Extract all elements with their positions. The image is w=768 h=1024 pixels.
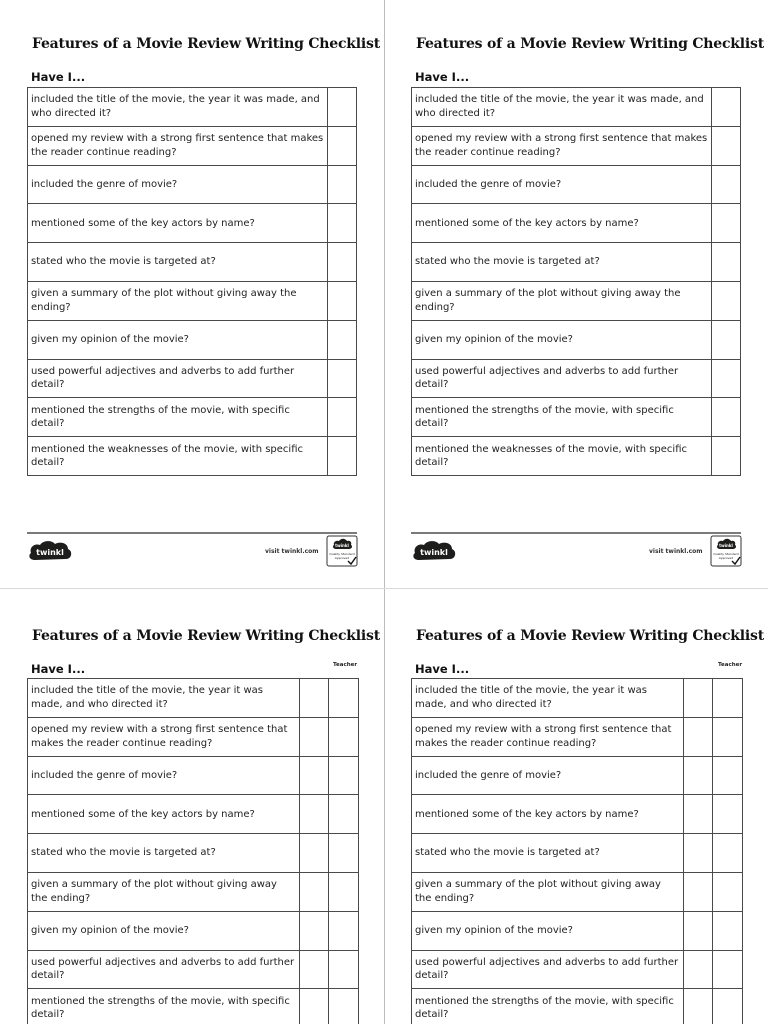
teacher-tick-box[interactable]: [329, 989, 359, 1024]
checklist-item-text: mentioned the strengths of the movie, with specific detail?: [412, 989, 684, 1024]
footer-rule: [411, 532, 741, 534]
tick-box[interactable]: [328, 281, 357, 320]
checklist-row: [412, 437, 741, 476]
tick-box[interactable]: [684, 795, 713, 834]
teacher-column-label: Teacher: [333, 662, 358, 668]
checklist-table: [27, 678, 359, 1024]
checklist-item-text: given my opinion of the movie?: [412, 320, 712, 359]
checklist-row: [28, 126, 357, 165]
checklist-row: [28, 437, 357, 476]
checklist-row: [412, 911, 743, 950]
visit-link[interactable]: visit twinkl.com: [265, 548, 319, 555]
checklist-row: [412, 834, 743, 873]
checklist-row: [412, 872, 743, 911]
checklist-item-text: given my opinion of the movie?: [28, 911, 300, 950]
tick-box[interactable]: [328, 126, 357, 165]
tick-box[interactable]: [684, 872, 713, 911]
checklist-row: [412, 359, 741, 398]
teacher-tick-box[interactable]: [713, 911, 743, 950]
svg-text:twinkl: twinkl: [335, 543, 349, 548]
checklist-item-text: stated who the movie is targeted at?: [412, 834, 684, 873]
checklist-item-text: included the title of the movie, the year it was made, and who directed it?: [28, 88, 328, 127]
tick-box[interactable]: [300, 950, 329, 989]
teacher-tick-box[interactable]: [713, 679, 743, 718]
footer-rule: [27, 532, 357, 534]
checklist-row: [28, 398, 357, 437]
tick-box[interactable]: [300, 834, 329, 873]
checklist-item-text: mentioned the weaknesses of the movie, with specific detail?: [28, 437, 328, 476]
tick-box[interactable]: [328, 243, 357, 282]
tick-box[interactable]: [712, 437, 741, 476]
have-i-heading: Have I...: [31, 70, 86, 84]
checklist-item-text: given a summary of the plot without giving away the ending?: [412, 872, 684, 911]
tick-box[interactable]: [712, 204, 741, 243]
teacher-tick-box[interactable]: [329, 872, 359, 911]
checklist-row: [412, 320, 741, 359]
checklist-row: [412, 88, 741, 127]
tick-box[interactable]: [684, 679, 713, 718]
tick-box[interactable]: [684, 950, 713, 989]
quality-badge: [326, 535, 358, 567]
checklist-item-text: included the title of the movie, the year it was made, and who directed it?: [28, 679, 300, 718]
checklist-row: [412, 165, 741, 204]
tick-box[interactable]: [300, 795, 329, 834]
have-i-heading: Have I...: [31, 662, 86, 676]
logo-text: twinkl: [36, 548, 64, 557]
tick-box[interactable]: [712, 243, 741, 282]
checklist-row: [28, 165, 357, 204]
teacher-tick-box[interactable]: [329, 950, 359, 989]
teacher-column-label: Teacher: [718, 662, 743, 668]
tick-box[interactable]: [684, 756, 713, 795]
checklist-row: [28, 679, 359, 718]
quality-badge: [710, 535, 742, 567]
checklist-table: [411, 678, 743, 1024]
teacher-tick-box[interactable]: [713, 872, 743, 911]
checklist-item-text: mentioned some of the key actors by name?: [412, 204, 712, 243]
checklist-row: [28, 989, 359, 1024]
tick-box[interactable]: [712, 88, 741, 127]
teacher-tick-box[interactable]: [713, 717, 743, 756]
checklist-item-text: mentioned some of the key actors by name?: [28, 795, 300, 834]
tick-box[interactable]: [684, 717, 713, 756]
checklist-row: [28, 359, 357, 398]
tick-box[interactable]: [328, 88, 357, 127]
teacher-tick-box[interactable]: [713, 756, 743, 795]
checklist-item-text: stated who the movie is targeted at?: [28, 243, 328, 282]
checklist-item-text: mentioned the strengths of the movie, with specific detail?: [412, 398, 712, 437]
checklist-row: [28, 717, 359, 756]
checklist-row: [412, 989, 743, 1024]
checklist-item-text: mentioned some of the key actors by name?: [412, 795, 684, 834]
checklist-title: Features of a Movie Review Writing Checklist: [32, 36, 380, 52]
teacher-tick-box[interactable]: [329, 834, 359, 873]
checklist-row: [28, 950, 359, 989]
checklist-item-text: mentioned the strengths of the movie, with specific detail?: [28, 989, 300, 1024]
tick-box[interactable]: [712, 320, 741, 359]
tick-box[interactable]: [328, 359, 357, 398]
teacher-tick-box[interactable]: [713, 834, 743, 873]
checklist-item-text: included the title of the movie, the year it was made, and who directed it?: [412, 679, 684, 718]
tick-box[interactable]: [328, 437, 357, 476]
checklist-row: [412, 795, 743, 834]
teacher-tick-box[interactable]: [713, 795, 743, 834]
checklist-row: [28, 756, 359, 795]
checklist-row: [412, 756, 743, 795]
have-i-heading: Have I...: [415, 70, 470, 84]
tick-box[interactable]: [684, 989, 713, 1024]
checklist-item-text: given a summary of the plot without giving away the ending?: [28, 872, 300, 911]
checklist-item-text: included the genre of movie?: [28, 165, 328, 204]
checklist-item-text: given my opinion of the movie?: [28, 320, 328, 359]
checklist-row: [28, 911, 359, 950]
svg-text:Quality Standard: Quality Standard: [329, 552, 355, 556]
logo-text: twinkl: [420, 548, 448, 557]
checklist-item-text: opened my review with a strong first sentence that makes the reader continue reading?: [28, 126, 328, 165]
tick-box[interactable]: [712, 398, 741, 437]
teacher-tick-box[interactable]: [329, 756, 359, 795]
checklist-item-text: given a summary of the plot without giving away the ending?: [28, 281, 328, 320]
svg-text:Quality Standard: Quality Standard: [713, 552, 739, 556]
tick-box[interactable]: [300, 679, 329, 718]
checklist-row: [412, 281, 741, 320]
checklist-item-text: opened my review with a strong first sentence that makes the reader continue reading?: [412, 717, 684, 756]
teacher-tick-box[interactable]: [713, 989, 743, 1024]
checklist-item-text: included the genre of movie?: [412, 756, 684, 795]
tick-box[interactable]: [712, 359, 741, 398]
checklist-item-text: used powerful adjectives and adverbs to add further detail?: [412, 359, 712, 398]
checklist-row: [28, 243, 357, 282]
checklist-item-text: used powerful adjectives and adverbs to add further detail?: [412, 950, 684, 989]
checklist-item-text: included the title of the movie, the year it was made, and who directed it?: [412, 88, 712, 127]
have-i-heading: Have I...: [415, 662, 470, 676]
tick-box[interactable]: [300, 872, 329, 911]
tick-box[interactable]: [712, 126, 741, 165]
teacher-tick-box[interactable]: [329, 717, 359, 756]
checklist-row: [28, 320, 357, 359]
checklist-item-text: included the genre of movie?: [28, 756, 300, 795]
checklist-table: [27, 87, 357, 476]
checklist-title: Features of a Movie Review Writing Checklist: [416, 628, 764, 644]
checklist-row: [412, 950, 743, 989]
vertical-cut-line: [384, 0, 385, 1024]
checklist-row: [28, 795, 359, 834]
tick-box[interactable]: [712, 165, 741, 204]
visit-link[interactable]: visit twinkl.com: [649, 548, 703, 555]
teacher-tick-box[interactable]: [329, 679, 359, 718]
checklist-item-text: given my opinion of the movie?: [412, 911, 684, 950]
tick-box[interactable]: [300, 911, 329, 950]
checklist-row: [412, 204, 741, 243]
checklist-title: Features of a Movie Review Writing Checklist: [32, 628, 380, 644]
twinkl-logo: [411, 539, 457, 563]
tick-box[interactable]: [328, 320, 357, 359]
checklist-row: [412, 398, 741, 437]
checklist-item-text: mentioned the weaknesses of the movie, with specific detail?: [412, 437, 712, 476]
checklist-item-text: stated who the movie is targeted at?: [28, 834, 300, 873]
tick-box[interactable]: [300, 756, 329, 795]
checklist-row: [28, 834, 359, 873]
checklist-row: [28, 281, 357, 320]
checklist-row: [412, 717, 743, 756]
checklist-row: [412, 126, 741, 165]
checklist-item-text: used powerful adjectives and adverbs to add further detail?: [28, 950, 300, 989]
checklist-table: [411, 87, 741, 476]
tick-box[interactable]: [684, 834, 713, 873]
teacher-tick-box[interactable]: [329, 795, 359, 834]
tick-box[interactable]: [328, 204, 357, 243]
checklist-row: [412, 243, 741, 282]
checklist-row: [412, 679, 743, 718]
svg-text:Approved: Approved: [718, 556, 734, 560]
checklist-item-text: mentioned some of the key actors by name?: [28, 204, 328, 243]
tick-box[interactable]: [300, 717, 329, 756]
tick-box[interactable]: [328, 165, 357, 204]
teacher-tick-box[interactable]: [713, 950, 743, 989]
checklist-item-text: given a summary of the plot without giving away the ending?: [412, 281, 712, 320]
svg-text:twinkl: twinkl: [719, 543, 733, 548]
checklist-row: [28, 88, 357, 127]
tick-box[interactable]: [712, 281, 741, 320]
checklist-item-text: included the genre of movie?: [412, 165, 712, 204]
tick-box[interactable]: [300, 989, 329, 1024]
checklist-title: Features of a Movie Review Writing Checklist: [416, 36, 764, 52]
checklist-item-text: stated who the movie is targeted at?: [412, 243, 712, 282]
svg-text:Approved: Approved: [334, 556, 350, 560]
tick-box[interactable]: [684, 911, 713, 950]
checklist-item-text: opened my review with a strong first sentence that makes the reader continue reading?: [28, 717, 300, 756]
checklist-item-text: used powerful adjectives and adverbs to add further detail?: [28, 359, 328, 398]
twinkl-logo: [27, 539, 73, 563]
checklist-row: [28, 872, 359, 911]
checklist-item-text: opened my review with a strong first sentence that makes the reader continue reading?: [412, 126, 712, 165]
checklist-row: [28, 204, 357, 243]
tick-box[interactable]: [328, 398, 357, 437]
teacher-tick-box[interactable]: [329, 911, 359, 950]
horizontal-cut-line: [0, 588, 768, 589]
checklist-item-text: mentioned the strengths of the movie, with specific detail?: [28, 398, 328, 437]
